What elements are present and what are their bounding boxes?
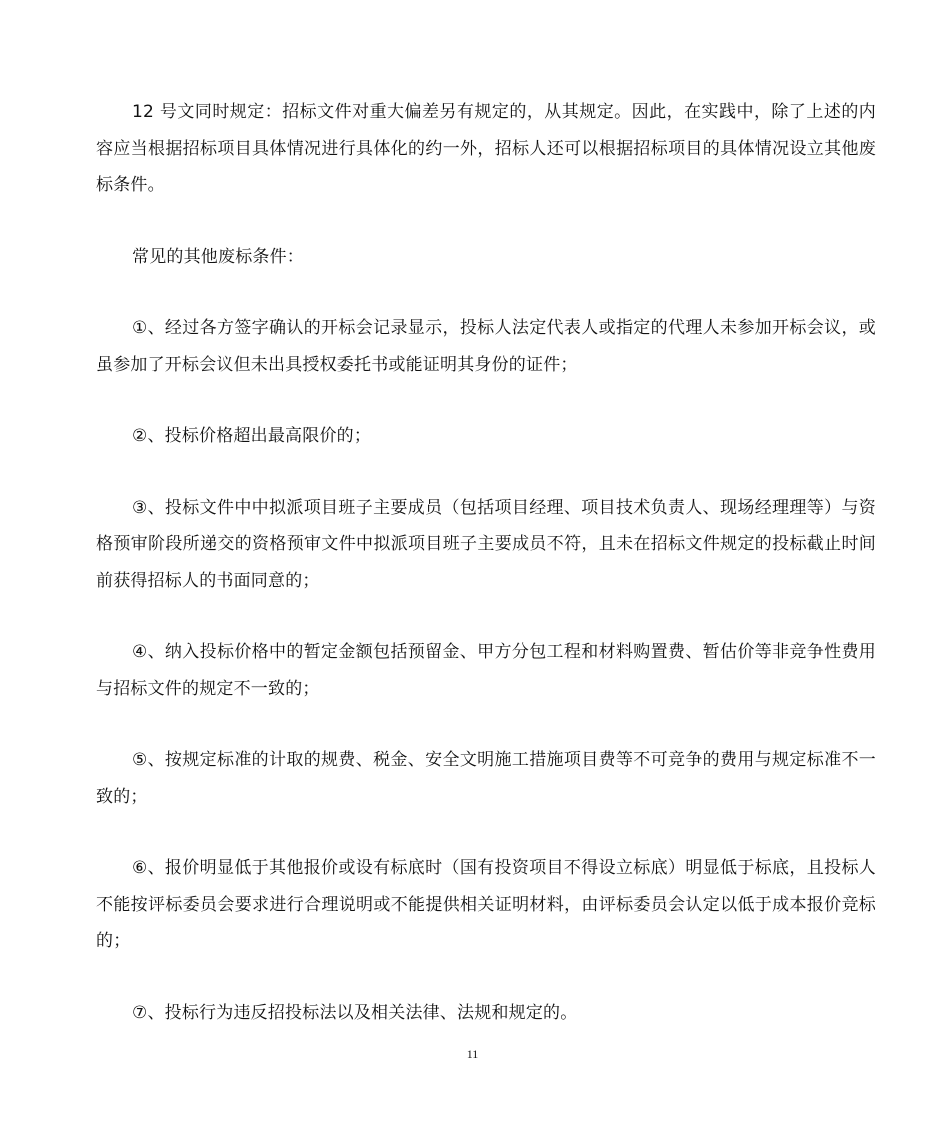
- paragraph-item-1: ①、经过各方签字确认的开标会记录显示，投标人法定代表人或指定的代理人未参加开标会议，或虽参加了开标会议但未出具授权委托书或能证明其身份的证件；: [96, 318, 876, 375]
- paragraph-item-4: ④、纳入投标价格中的暂定金额包括预留金、甲方分包工程和材料购置费、暂估价等非竞争性费用与招标文件的规定不一致的；: [96, 642, 876, 699]
- paragraph-item-5: ⑤、按规定标准的计取的规费、税金、安全文明施工措施项目费等不可竞争的费用与规定标准不一致的；: [96, 750, 876, 807]
- paragraph-item-3: ③、投标文件中中拟派项目班子主要成员（包括项目经理、项目技术负责人、现场经理理等）与资格预审阶段所递交的资格预审文件中拟派项目班子主要成员不符，且未在招标文件规定的投标截止时间前获得招标人的书面同意的；: [96, 497, 876, 591]
- paragraph-intro: 12 号文同时规定：招标文件对重大偏差另有规定的，从其规定。因此，在实践中，除了上述的内容应当根据招标项目具体情况进行具体化的约一外，招标人还可以根据招标项目的具体情况设立其他废标条件。: [96, 102, 876, 195]
- document-body: [96, 94, 876, 1066]
- paragraph-item-7: ⑦、投标行为违反招投标法以及相关法律、法规和规定的。: [132, 1002, 578, 1023]
- page-number: 11: [466, 1047, 479, 1061]
- paragraph-heading-other-conditions: 常见的其他废标条件：: [132, 246, 304, 267]
- paragraph-item-2: ②、投标价格超出最高限价的；: [132, 426, 372, 446]
- paragraph-item-6: ⑥、报价明显低于其他报价或设有标底时（国有投资项目不得设立标底）明显低于标底，且投标人不能按评标委员会要求进行合理说明或不能提供相关证明材料，由评标委员会认定以低于成本报价竞标的；: [96, 858, 876, 951]
